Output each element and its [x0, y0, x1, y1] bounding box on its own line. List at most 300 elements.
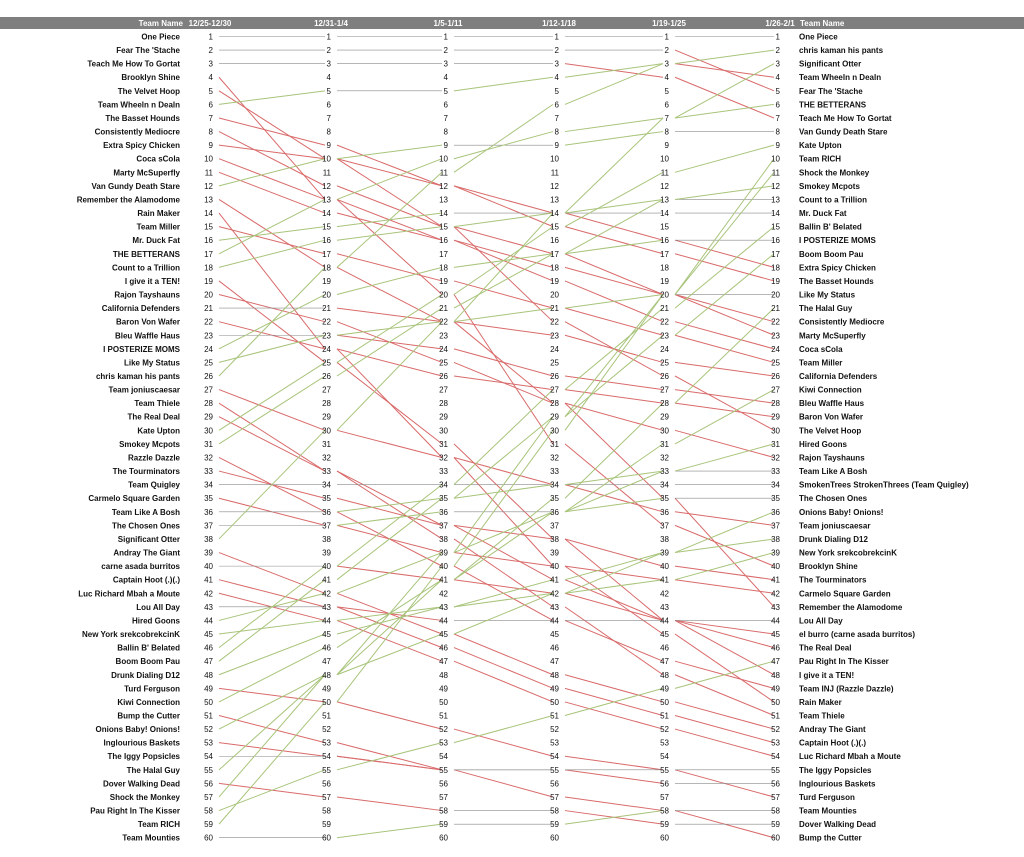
rank-segment	[675, 498, 774, 607]
end-team-name: I POSTERIZE MOMS	[799, 236, 876, 246]
rank-number: 40	[204, 562, 213, 572]
rank-number: 25	[660, 358, 669, 368]
period-header: 1/5-1/11	[433, 19, 463, 28]
rank-number: 59	[322, 820, 331, 830]
rank-number: 16	[439, 236, 448, 246]
rank-segment	[454, 213, 553, 227]
start-team-name: I POSTERIZE MOMS	[103, 344, 180, 354]
end-team-name: Team INJ (Razzle Dazzle)	[799, 684, 894, 694]
rank-number: 22	[550, 317, 559, 327]
rank-segment	[337, 322, 442, 431]
rank-number: 58	[439, 806, 448, 816]
rank-number: 55	[204, 765, 213, 775]
start-team-name: Carmelo Square Garden	[88, 494, 180, 504]
rank-number: 55	[660, 765, 669, 775]
period-header: 12/31-1/4	[314, 19, 348, 28]
rank-number: 41	[771, 575, 780, 585]
team-line	[219, 756, 774, 770]
rank-number: 12	[771, 181, 780, 191]
rank-number: 9	[326, 141, 331, 151]
rank-number: 13	[439, 195, 448, 205]
rank-segment	[565, 580, 663, 621]
rank-segment	[219, 743, 325, 757]
rank-segment	[454, 485, 553, 499]
rank-number: 17	[322, 249, 331, 259]
rank-segment	[565, 593, 663, 620]
rank-number: 37	[439, 521, 448, 531]
rank-segment	[675, 634, 774, 702]
end-team-name: THE BETTERANS	[799, 100, 867, 110]
rank-segment	[675, 104, 774, 118]
rank-number: 39	[660, 548, 669, 558]
start-team-name: Team Quigley	[128, 480, 180, 490]
rank-number: 5	[775, 86, 780, 96]
rank-number: 8	[775, 127, 780, 137]
rank-number: 12	[204, 181, 213, 191]
rank-segment	[565, 64, 663, 105]
rank-number: 15	[204, 222, 213, 232]
rank-segment	[337, 485, 442, 566]
rank-segment	[565, 295, 663, 309]
rank-number: 58	[771, 806, 780, 816]
end-team-name: Lou All Day	[799, 616, 843, 626]
rank-number: 49	[660, 684, 669, 694]
rank-number: 59	[550, 820, 559, 830]
rank-number: 5	[664, 86, 669, 96]
team-line	[219, 553, 774, 634]
start-team-name: One Piece	[141, 32, 180, 42]
rank-number: 46	[660, 643, 669, 653]
rank-number: 33	[550, 467, 559, 477]
rank-number: 18	[660, 263, 669, 273]
rank-segment	[675, 186, 774, 200]
rank-number: 51	[771, 711, 780, 721]
rank-number: 5	[443, 86, 448, 96]
rank-segment	[219, 227, 325, 254]
rank-number: 60	[550, 833, 559, 843]
rank-segment	[219, 91, 325, 159]
rank-segment	[337, 824, 442, 838]
rank-number: 24	[439, 344, 448, 354]
start-team-name: Like My Status	[123, 358, 180, 368]
start-team-name: Onions Baby! Onions!	[95, 725, 180, 735]
rank-number: 33	[660, 467, 669, 477]
rank-number: 56	[204, 779, 213, 789]
start-team-name: Hired Goons	[131, 616, 180, 626]
rank-segment	[454, 648, 553, 689]
rank-number: 29	[550, 412, 559, 422]
rank-segment	[675, 702, 774, 729]
rank-number: 29	[204, 412, 213, 422]
rank-segment	[454, 593, 553, 607]
end-team-name: Andray The Giant	[799, 725, 866, 735]
rank-number: 12	[322, 181, 331, 191]
end-team-name: I give it a TEN!	[799, 670, 855, 680]
rank-number: 4	[775, 73, 780, 83]
rank-number: 17	[204, 249, 213, 259]
rank-segment	[454, 240, 553, 267]
rank-number: 27	[771, 385, 780, 395]
rank-number: 42	[204, 589, 213, 599]
rank-number: 47	[660, 657, 669, 667]
rank-number: 47	[771, 657, 780, 667]
rank-number: 8	[208, 127, 213, 137]
rank-segment	[454, 186, 553, 227]
rank-number: 30	[660, 426, 669, 436]
rank-segment	[337, 349, 442, 376]
rank-number: 60	[771, 833, 780, 843]
rank-segment	[565, 199, 663, 253]
rank-number: 59	[660, 820, 669, 830]
rank-number: 11	[771, 168, 780, 178]
rank-number: 43	[771, 602, 780, 612]
rank-number: 23	[660, 331, 669, 341]
start-team-name: Rajon Tayshauns	[114, 290, 180, 300]
rank-segment	[675, 620, 774, 674]
rank-number: 45	[204, 630, 213, 640]
team-line	[219, 322, 774, 417]
rank-number: 22	[660, 317, 669, 327]
rank-segment	[454, 770, 553, 797]
end-team-name: Shock the Monkey	[799, 168, 870, 178]
rank-number: 35	[550, 494, 559, 504]
end-team-name: Rajon Tayshauns	[799, 453, 865, 463]
rank-number: 7	[664, 113, 669, 123]
rank-number: 3	[775, 59, 780, 69]
rank-number: 27	[322, 385, 331, 395]
rank-segment	[337, 756, 442, 770]
rank-number: 46	[550, 643, 559, 653]
rank-number: 47	[550, 657, 559, 667]
rank-number: 18	[550, 263, 559, 273]
rank-number: 4	[326, 73, 331, 83]
right-header-label: Team Name	[800, 19, 845, 28]
rank-segment	[675, 729, 774, 756]
rank-number: 39	[439, 548, 448, 558]
rank-number: 21	[550, 304, 559, 314]
rank-number: 14	[550, 209, 559, 219]
rank-segment	[337, 308, 442, 322]
rank-number: 52	[322, 725, 331, 735]
rank-segment	[565, 498, 663, 512]
team-line	[219, 213, 774, 240]
rank-number: 9	[443, 141, 448, 151]
rank-number: 53	[660, 738, 669, 748]
rank-number: 18	[322, 263, 331, 273]
rank-number: 41	[204, 575, 213, 585]
rank-number: 7	[775, 113, 780, 123]
rank-segment	[675, 322, 774, 349]
end-team-name: Team Mounties	[799, 806, 857, 816]
rank-segment	[565, 390, 663, 404]
end-team-name: Drunk Dialing D12	[799, 534, 868, 544]
start-team-name: New York srekcobrekcinK	[82, 630, 180, 640]
rank-number: 32	[322, 453, 331, 463]
start-team-name: Fear The 'Stache	[116, 46, 180, 56]
rank-number: 20	[322, 290, 331, 300]
rank-number: 27	[204, 385, 213, 395]
rank-number: 24	[771, 344, 780, 354]
team-line	[219, 295, 774, 363]
rank-number: 32	[204, 453, 213, 463]
end-team-name: The Tourminators	[799, 575, 867, 585]
rank-number: 48	[550, 670, 559, 680]
start-team-name: The Real Deal	[127, 412, 180, 422]
end-team-name: Rain Maker	[799, 697, 842, 707]
rank-number: 29	[322, 412, 331, 422]
rank-number: 54	[550, 752, 559, 762]
rank-segment	[565, 702, 663, 729]
end-team-name: Bleu Waffle Haus	[799, 399, 865, 409]
rank-segment	[675, 64, 774, 118]
rank-number: 37	[660, 521, 669, 531]
rank-number: 39	[204, 548, 213, 558]
rank-number: 19	[771, 276, 780, 286]
start-team-name: Drunk Dialing D12	[111, 670, 180, 680]
rank-segment	[565, 770, 663, 784]
rank-segment	[219, 634, 325, 675]
rank-segment	[219, 335, 325, 362]
rank-number: 33	[322, 467, 331, 477]
rank-number: 31	[439, 439, 448, 449]
rank-segment	[337, 512, 442, 526]
rank-segment	[454, 580, 553, 594]
start-team-name: Smokey Mcpots	[119, 439, 180, 449]
start-team-name: Team RICH	[137, 820, 180, 830]
rank-number: 34	[550, 480, 559, 490]
rank-segment	[219, 702, 325, 824]
rank-segment	[565, 376, 663, 390]
rank-number: 38	[204, 534, 213, 544]
team-line	[219, 403, 774, 715]
rank-segment	[337, 362, 442, 443]
rank-segment	[565, 471, 663, 512]
rank-number: 45	[439, 630, 448, 640]
rank-segment	[565, 335, 663, 416]
rank-segment	[675, 716, 774, 743]
rank-number: 57	[771, 792, 780, 802]
rank-segment	[675, 580, 774, 594]
start-team-name: Bump the Cutter	[117, 711, 180, 721]
rank-number: 48	[322, 670, 331, 680]
start-team-name: Team Mounties	[122, 833, 180, 843]
rank-segment	[675, 295, 774, 336]
rank-number: 17	[660, 249, 669, 259]
rank-number: 29	[660, 412, 669, 422]
rank-number: 5	[554, 86, 559, 96]
rank-segment	[454, 376, 553, 390]
rank-number: 45	[550, 630, 559, 640]
rank-segment	[337, 308, 442, 376]
rank-number: 53	[771, 738, 780, 748]
rank-segment	[565, 295, 663, 417]
team-line	[219, 254, 774, 661]
rank-number: 6	[208, 100, 213, 110]
rank-number: 43	[204, 602, 213, 612]
rank-segment	[337, 702, 442, 729]
rank-segment	[454, 661, 553, 702]
rank-number: 8	[664, 127, 669, 137]
end-team-name: Van Gundy Death Stare	[799, 127, 888, 137]
rank-number: 53	[204, 738, 213, 748]
rank-number: 2	[208, 46, 213, 56]
end-team-name: Count to a Trillion	[799, 195, 867, 205]
rank-number: 25	[771, 358, 780, 368]
rank-segment	[219, 159, 325, 200]
rank-number: 24	[322, 344, 331, 354]
rank-segment	[454, 729, 553, 756]
rank-number: 4	[208, 73, 213, 83]
rank-segment	[454, 716, 553, 743]
rank-number: 54	[439, 752, 448, 762]
rank-number: 13	[322, 195, 331, 205]
team-line	[219, 580, 774, 743]
rank-number: 52	[439, 725, 448, 735]
rank-number: 51	[550, 711, 559, 721]
rank-segment	[675, 376, 774, 430]
rank-segment	[675, 512, 774, 553]
rank-segment	[337, 227, 442, 241]
end-team-name: Like My Status	[799, 290, 856, 300]
rank-number: 20	[439, 290, 448, 300]
rank-segment	[219, 199, 325, 253]
rank-segment	[675, 390, 774, 404]
rank-segment	[454, 634, 553, 675]
start-team-name: Van Gundy Death Stare	[91, 181, 180, 191]
start-team-name: Coca sCola	[136, 154, 180, 164]
team-line	[219, 471, 774, 512]
rank-number: 55	[550, 765, 559, 775]
start-team-name: Captain Hoot (.)(.)	[112, 575, 180, 585]
rank-number: 57	[439, 792, 448, 802]
rank-number: 10	[660, 154, 669, 164]
rank-segment	[337, 634, 442, 675]
rank-number: 28	[204, 399, 213, 409]
rank-segment	[565, 254, 663, 295]
end-team-name: Turd Ferguson	[799, 792, 855, 802]
end-team-name: Team joniuscaesar	[799, 521, 871, 531]
rank-number: 8	[443, 127, 448, 137]
rank-segment	[565, 580, 663, 594]
rank-number: 6	[326, 100, 331, 110]
header-bar	[0, 17, 1024, 29]
rank-number: 38	[660, 534, 669, 544]
rank-segment	[337, 159, 442, 186]
rank-number: 3	[443, 59, 448, 69]
rank-number: 30	[771, 426, 780, 436]
rank-segment	[675, 362, 774, 376]
rank-number: 42	[660, 589, 669, 599]
rank-number: 26	[439, 372, 448, 381]
rank-number: 36	[550, 507, 559, 517]
rank-segment	[675, 77, 774, 118]
start-team-name: I give it a TEN!	[124, 276, 180, 286]
rank-segment	[219, 580, 325, 661]
rank-number: 34	[322, 480, 331, 490]
rank-number: 51	[660, 711, 669, 721]
rank-number: 52	[771, 725, 780, 735]
start-team-name: Brooklyn Shine	[121, 73, 180, 83]
rank-number: 20	[550, 290, 559, 300]
start-team-name: Shock the Monkey	[109, 792, 180, 802]
rank-number: 26	[204, 372, 213, 381]
rank-number: 58	[204, 806, 213, 816]
rank-number: 31	[322, 439, 331, 449]
rank-segment	[219, 240, 325, 267]
rank-number: 41	[322, 575, 331, 585]
start-team-name: Teach Me How To Gortat	[87, 59, 180, 69]
rank-number: 35	[204, 494, 213, 504]
rank-segment	[454, 227, 553, 295]
rank-number: 43	[550, 602, 559, 612]
rank-number: 12	[660, 181, 669, 191]
rank-segment	[337, 254, 442, 281]
rank-segment	[337, 213, 442, 240]
rank-segment	[675, 159, 774, 295]
rank-segment	[675, 512, 774, 526]
rank-number: 14	[439, 209, 448, 219]
rank-number: 9	[664, 141, 669, 151]
rank-number: 5	[208, 86, 213, 96]
rank-number: 26	[322, 372, 331, 381]
rank-number: 21	[660, 304, 669, 314]
start-team-name: Ballin B' Belated	[117, 643, 180, 653]
rank-number: 20	[204, 290, 213, 300]
rank-segment	[219, 91, 325, 105]
rank-number: 39	[322, 548, 331, 558]
rank-number: 49	[204, 684, 213, 694]
rank-number: 40	[771, 562, 780, 572]
end-team-name: Luc Richard Mbah a Moute	[799, 752, 901, 762]
start-team-name: Lou All Day	[136, 602, 180, 612]
period-header: 12/25-12/30	[188, 19, 232, 28]
rank-number: 15	[322, 222, 331, 232]
rank-segment	[337, 430, 442, 457]
start-team-name: Significant Otter	[117, 534, 180, 544]
end-team-name: Team Wheeln n Dealn	[799, 73, 882, 83]
rank-number: 31	[550, 439, 559, 449]
rank-number: 7	[208, 113, 213, 123]
start-team-name: Kiwi Connection	[117, 697, 180, 707]
rank-number: 21	[771, 304, 780, 314]
rank-segment	[565, 118, 663, 213]
rank-number: 28	[439, 399, 448, 409]
rank-number: 3	[554, 59, 559, 69]
rank-number: 24	[550, 344, 559, 354]
start-team-name: Luc Richard Mbah a Moute	[78, 589, 180, 599]
rank-segment	[565, 295, 663, 431]
end-team-name: Teach Me How To Gortat	[799, 113, 892, 123]
rank-number: 25	[439, 358, 448, 368]
rank-segment	[675, 227, 774, 308]
rank-number: 16	[550, 236, 559, 246]
rank-number: 22	[322, 317, 331, 327]
rank-number: 47	[204, 657, 213, 667]
rank-number: 21	[439, 304, 448, 314]
rank-segment	[219, 362, 325, 430]
rank-number: 56	[550, 779, 559, 789]
rank-segment	[337, 159, 442, 200]
rank-segment	[337, 145, 442, 159]
end-team-name: The Real Deal	[799, 643, 852, 653]
start-team-name: Rain Maker	[137, 209, 180, 219]
rank-number: 41	[550, 575, 559, 585]
rank-number: 46	[439, 643, 448, 653]
rank-lines	[218, 37, 774, 838]
rank-number: 13	[550, 195, 559, 205]
end-team-name: Mr. Duck Fat	[799, 209, 847, 219]
rank-segment	[219, 77, 325, 199]
